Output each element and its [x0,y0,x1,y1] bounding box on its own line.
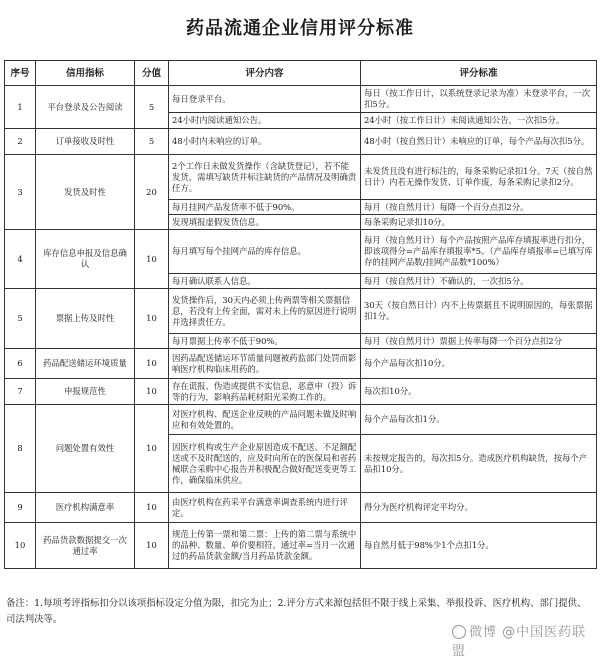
row-number: 6 [5,349,36,379]
scoring-content: 每月票据上传率不低于90%。 [169,334,361,349]
credit-indicator: 发货及时性 [36,155,135,230]
scoring-standard: 每个产品每次扣1分。 [361,405,597,435]
header-no: 序号 [5,61,36,86]
page-title: 药品流通企业信用评分标准 [186,18,414,39]
row-number: 1 [5,86,36,129]
scoring-standard: 得分为医疗机构评定平均分。 [361,493,597,523]
row-number: 5 [5,289,36,349]
credit-indicator: 平台登录及公告阅读 [36,86,135,129]
row-number: 7 [5,379,36,405]
scoring-content: 因药品配送储运环节质量问题被药监部门处罚而影响医疗机构临床用药的。 [169,349,361,379]
score-value: 10 [135,379,169,405]
row-number: 4 [5,230,36,289]
score-value: 10 [135,230,169,289]
footnote: 备注：1.每项考评指标扣分以该项指标设定分值为限，扣完为止；2.评分方式来源包括但不限于线上采集、举报投诉、医疗机构、部门提供、司法判决等。 [6,598,587,625]
header-standard: 评分标准 [361,61,597,86]
scoring-content: 每月填写每个挂网产品的库存信息。 [169,230,361,274]
table-row [5,349,597,379]
scoring-content: 每月挂网产品发货率不低于90%。 [169,200,361,215]
scoring-standard: 48小时（按自然日计）未响应的订单，每个产品每次扣5分。 [361,129,597,155]
table-row [5,155,597,200]
credit-indicator: 库存信息申报及信息确认 [36,230,135,289]
score-value: 10 [135,405,169,493]
row-number: 8 [5,405,36,493]
weibo-logo-icon [452,625,466,639]
row-number: 10 [5,523,36,569]
scoring-standard: 24小时（按工作日计）未阅读通知公告，一次扣5分。 [361,113,597,129]
watermark [452,621,600,659]
scoring-content: 每日登录平台。 [169,86,361,113]
credit-indicator: 医疗机构满意率 [36,493,135,523]
score-value: 10 [135,289,169,349]
scoring-content: 发现填报虚假发货信息。 [169,215,361,230]
scoring-content: 因医疗机构或生产企业原因造成不配送、不足额配送或不及时配送的，应及时向所在的医保局和省药械联合采购中心报告并积极配合做好配送变更等工作，确保临床供应。 [169,435,361,493]
scoring-standard: 每月（按自然月计）每个产品按照产品库存填报率进行扣分，即该项得分=产品库存填报率*5。（产品库存填报率=已填写库存的挂网产品数/挂网产品数*100%） [361,230,597,274]
table-row [5,86,597,113]
score-value: 5 [135,129,169,155]
score-value: 5 [135,86,169,129]
credit-indicator: 订单接收及时性 [36,129,135,155]
row-number: 2 [5,129,36,155]
credit-indicator: 票据上传及时性 [36,289,135,349]
score-value: 10 [135,349,169,379]
row-number: 9 [5,493,36,523]
credit-score-table [4,60,597,569]
table-row [5,129,597,155]
scoring-content: 48小时内未响应的订单。 [169,129,361,155]
credit-indicator: 申报规范性 [36,379,135,405]
header-indicator: 信用指标 [36,61,135,86]
scoring-content: 每月确认联系人信息。 [169,274,361,289]
credit-indicator: 问题处置有效性 [36,405,135,493]
scoring-standard: 每条采购记录扣10分。 [361,215,597,230]
scoring-standard: 每个产品每次扣10分。 [361,349,597,379]
scoring-content: 发货操作后，30天内必须上传两票等相关票据信息，若没有上传全面，需对未上传的原因进行说明并选择责任方。 [169,289,361,334]
scoring-standard: 每日（按工作日计，以系统登录记录为准）未登录平台，一次扣5分。 [361,86,597,113]
table-row [5,523,597,569]
table-row [5,289,597,334]
scoring-standard: 未发货且没有进行标注的，每条采购记录扣1分。7天（按自然日计）内若无操作发货、订单作废，每条采购记录扣2分。 [361,155,597,200]
scoring-standard: 30天（按自然日计）内不上传票据且不说明原因的，每张票据扣1分。 [361,289,597,334]
credit-indicator: 药品货款数据提交一次通过率 [36,523,135,569]
scoring-standard: 每月（按自然月计）票据上传率每降一个百分点扣2分 [361,334,597,349]
score-value: 10 [135,493,169,523]
header-content: 评分内容 [169,61,361,86]
table-row [5,230,597,274]
scoring-content: 规范上传第一票和第二票：上传的第二票与系统中的品种、数量、单价要相符。通过率=当月一次通过的药品货款金额/当月药品货款金额。 [169,523,361,569]
scoring-standard: 每次扣10分。 [361,379,597,405]
header-score: 分值 [135,61,169,86]
credit-indicator: 药品配送储运环境质量 [36,349,135,379]
table-row [5,379,597,405]
scoring-content: 2个工作日未做发货操作（含缺货登记），若不能发货，需填写缺货并标注缺货的产品情况及明确责任方。 [169,155,361,200]
scoring-content: 存在谎报、伪造或提供不实信息，恶意申（投）诉等的行为，影响药品耗材阳光采购工作的。 [169,379,361,405]
score-value: 20 [135,155,169,230]
watermark-text: 微博 @中国医药联盟 [452,625,587,659]
table-row [5,405,597,435]
scoring-standard: 每月（按自然月计）不确认的，一次扣5分。 [361,274,597,289]
scoring-standard: 每月（按自然月计）每降一个百分点扣2分。 [361,200,597,215]
scoring-standard: 未按规定报告的，每次扣5分。造成医疗机构缺货，按每个产品扣10分。 [361,435,597,493]
scoring-content: 由医疗机构在药采平台满意率调查系统内进行评定。 [169,493,361,523]
scoring-standard: 每自然月低于98%少1个点扣1分。 [361,523,597,569]
scoring-content: 对医疗机构、配送企业反映的产品问题未做及时响应和有效处置的。 [169,405,361,435]
score-value: 10 [135,523,169,569]
table-header-row [5,61,597,86]
table-row [5,493,597,523]
scoring-content: 24小时内阅读通知公告。 [169,113,361,129]
row-number: 3 [5,155,36,230]
